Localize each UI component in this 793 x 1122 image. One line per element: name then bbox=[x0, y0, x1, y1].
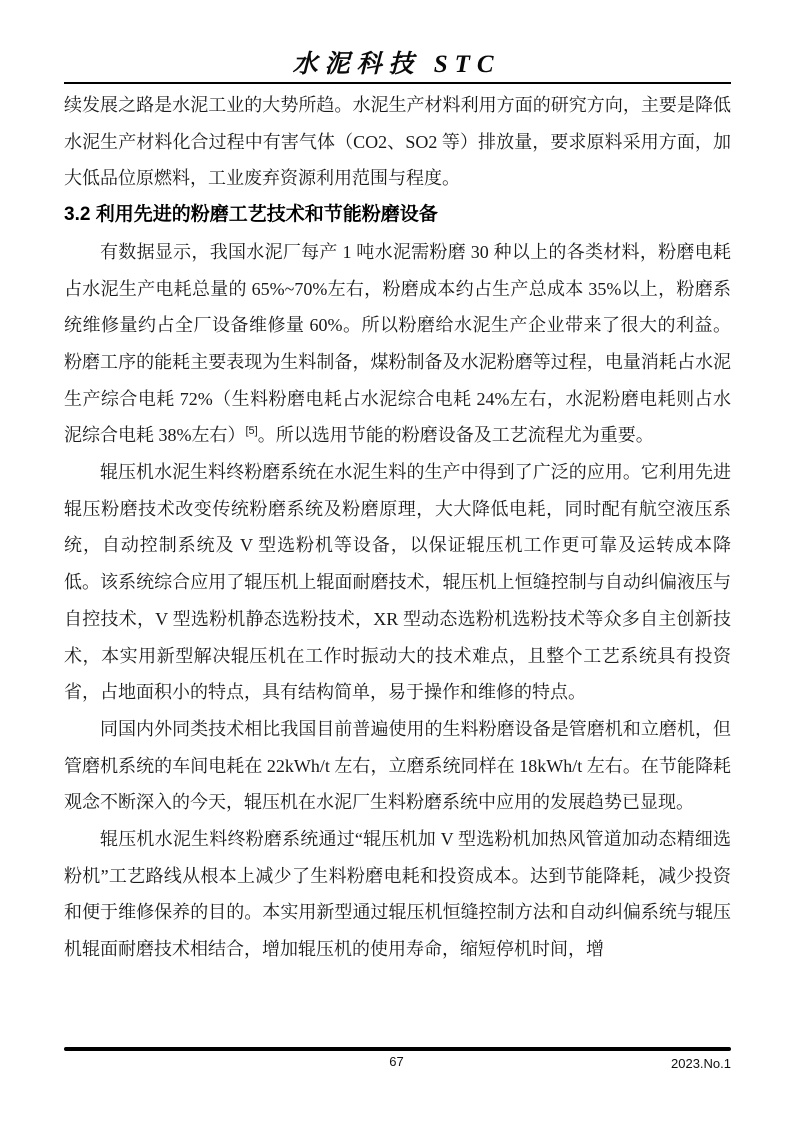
journal-title: 水泥科技 STC bbox=[292, 51, 501, 78]
paragraph-process-route: 辊压机水泥生料终粉磨系统通过“辊压机加 V 型选粉机加热风管道加动态精细选粉机”工艺路线从根本上减少了生料粉磨电耗和投资成本。达到节能降耗，减少投资和便于维修保养的目的。本实用新型通过辊压机恒缝控制方法和自动纠偏系统与辊压机辊面耐磨技术相结合，增加辊压机的使用寿命，缩短停机时间，增 bbox=[64, 829, 731, 960]
paragraph-roller-press-system: 辊压机水泥生料终粉磨系统在水泥生料的生产中得到了广泛的应用。它利用先进辊压粉磨技术改变传统粉磨系统及粉磨原理，大大降低电耗，同时配有航空液压系统，自动控制系统及 V 型选粉机等设备，以保证辊压机工作更可靠及运转成本降低。该系统综合应用了辊压机上辊面耐磨技术，辊压机上恒缝控制与自动纠偏液压与自控技术，V 型选粉机静态选粉技术，XR 型动态选粉机选粉技术等众多自主创新技术，本实用新型解决辊压机在工作时振动大的技术难点，且整个工艺系统具有投资省，占地面积小的特点，具有结构简单，易于操作和维修的特点。 bbox=[64, 462, 731, 703]
paragraph-grinding-energy-tail: 。所以选用节能的粉磨设备及工艺流程尤为重要。 bbox=[257, 425, 654, 446]
page-number: 67 bbox=[389, 1054, 404, 1069]
footer-rule bbox=[64, 1047, 731, 1051]
paragraph-grinding-energy-text: 有数据显示，我国水泥厂每产 1 吨水泥需粉磨 30 种以上的各类材料，粉磨电耗占水泥生产电耗总量的 65%~70%左右，粉磨成本约占生产总成本 35%以上，粉磨系统维修量约占全厂设备维修量 60%。所以粉磨给水泥生产企业带来了很大的利益。粉磨工序的能耗主要表现为生料制备，煤粉制备及水泥粉磨等过程，电量消耗占水泥生产综合电耗 72%（生料粉磨电耗占水泥综合电耗 24%左右，水泥粉磨电耗则占水泥综合电耗 38%左右） bbox=[64, 241, 731, 446]
article-body bbox=[64, 87, 731, 968]
section-heading-3-2: 3.2 利用先进的粉磨工艺技术和节能粉磨设备 bbox=[64, 204, 438, 226]
issue-label: 2023.No.1 bbox=[671, 1056, 731, 1071]
paragraph-continuation: 续发展之路是水泥工业的大势所趋。水泥生产材料利用方面的研究方向，主要是降低水泥生产材料化合过程中有害气体（CO2、SO2 等）排放量，要求原料采用方面，加大低品位原燃料，工业废弃资源利用范围与程度。 bbox=[64, 95, 731, 189]
header-rule bbox=[64, 82, 731, 84]
citation-ref-5: [5] bbox=[245, 425, 258, 438]
paragraph-technology-comparison: 同国内外同类技术相比我国目前普遍使用的生料粉磨设备是管磨机和立磨机，但管磨机系统的车间电耗在 22kWh/t 左右，立磨系统同样在 18kWh/t 左右。在节能降耗观念不断深入的今天，辊压机在水泥厂生料粉磨系统中应用的发展趋势已显现。 bbox=[64, 718, 731, 813]
paragraph-grinding-energy bbox=[64, 234, 731, 454]
